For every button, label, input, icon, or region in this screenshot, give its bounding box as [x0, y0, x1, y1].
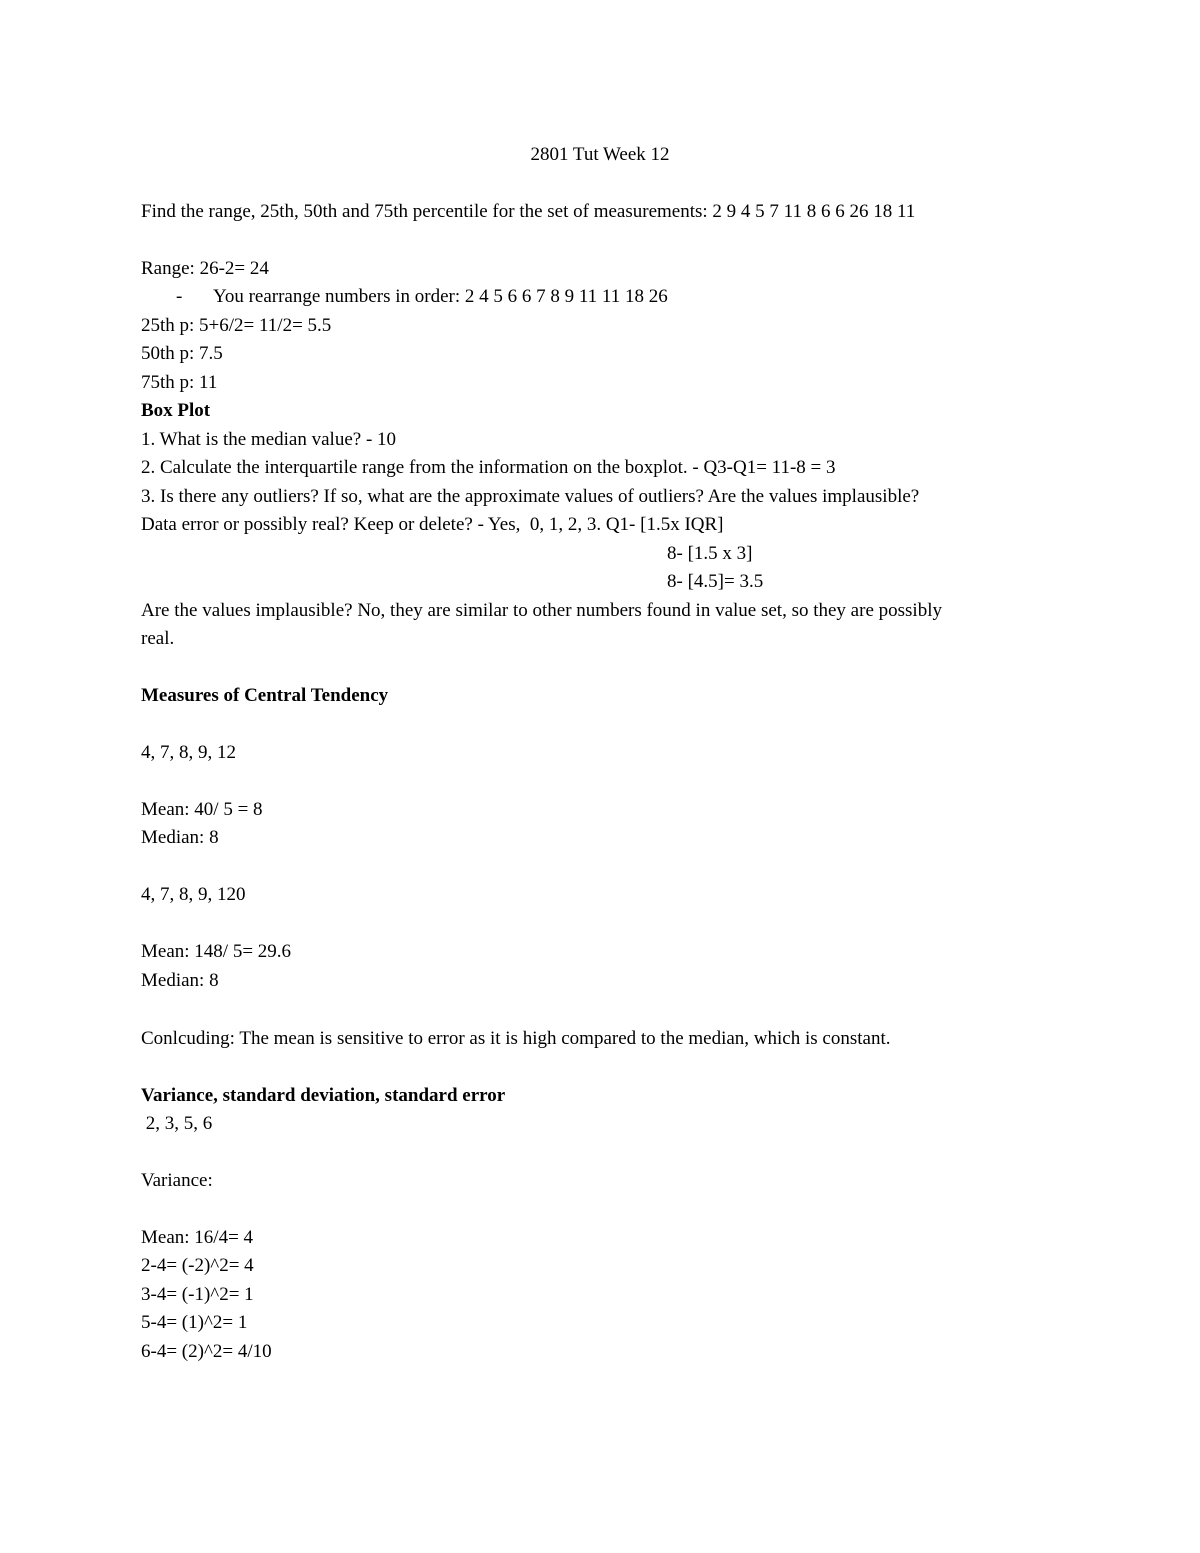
boxplot-question-2: 2. Calculate the interquartile range from the information on the boxplot. - Q3-Q1= 11-8 = 3: [141, 457, 836, 478]
variance-heading: Variance, standard deviation, standard error: [141, 1085, 506, 1106]
percentile-75-line: 75th p: 11: [141, 372, 218, 393]
boxplot-calc-line-2: 8- [4.5]= 3.5: [667, 571, 764, 592]
variance-label: Variance:: [141, 1170, 213, 1191]
range-line: Range: 26-2= 24: [141, 258, 269, 279]
set-1-mean: Mean: 40/ 5 = 8: [141, 799, 263, 820]
page-title: 2801 Tut Week 12: [530, 144, 670, 165]
central-tendency-heading: Measures of Central Tendency: [141, 685, 389, 706]
boxplot-heading: Box Plot: [141, 400, 211, 421]
conclusion-text: Conlcuding: The mean is sensitive to error as it is high compared to the median, which is constant.: [141, 1028, 891, 1049]
question-text: Find the range, 25th, 50th and 75th percentile for the set of measurements: 2 9 4 5 7 11 8 6 6 26 18 11: [141, 201, 916, 222]
variance-step-2: 3-4= (-1)^2= 1: [141, 1284, 254, 1305]
variance-step-3: 5-4= (1)^2= 1: [141, 1312, 248, 1333]
boxplot-question-3-line-2: Data error or possibly real? Keep or delete? - Yes, 0, 1, 2, 3. Q1- [1.5x IQR]: [141, 514, 724, 535]
rearrange-line: You rearrange numbers in order: 2 4 5 6 6 7 8 9 11 11 18 26: [213, 286, 668, 307]
set-1: 4, 7, 8, 9, 12: [141, 742, 236, 763]
set-2: 4, 7, 8, 9, 120: [141, 884, 246, 905]
boxplot-question-1: 1. What is the median value? - 10: [141, 429, 397, 450]
set-2-mean: Mean: 148/ 5= 29.6: [141, 941, 292, 962]
variance-mean: Mean: 16/4= 4: [141, 1227, 254, 1248]
set-2-median: Median: 8: [141, 970, 219, 991]
bullet-dash: -: [176, 286, 183, 307]
variance-step-1: 2-4= (-2)^2= 4: [141, 1255, 254, 1276]
implausible-line-2: real.: [141, 628, 175, 649]
boxplot-calc-line-1: 8- [1.5 x 3]: [667, 543, 753, 564]
boxplot-question-3-line-1: 3. Is there any outliers? If so, what are the approximate values of outliers? Are the values implausible?: [141, 486, 920, 507]
set-1-median: Median: 8: [141, 827, 219, 848]
variance-step-4: 6-4= (2)^2= 4/10: [141, 1341, 272, 1362]
percentile-50-line: 50th p: 7.5: [141, 343, 223, 364]
set-3: 2, 3, 5, 6: [141, 1113, 213, 1134]
percentile-25-line: 25th p: 5+6/2= 11/2= 5.5: [141, 315, 332, 336]
implausible-line-1: Are the values implausible? No, they are similar to other numbers found in value set, so they are possibly: [141, 600, 942, 621]
